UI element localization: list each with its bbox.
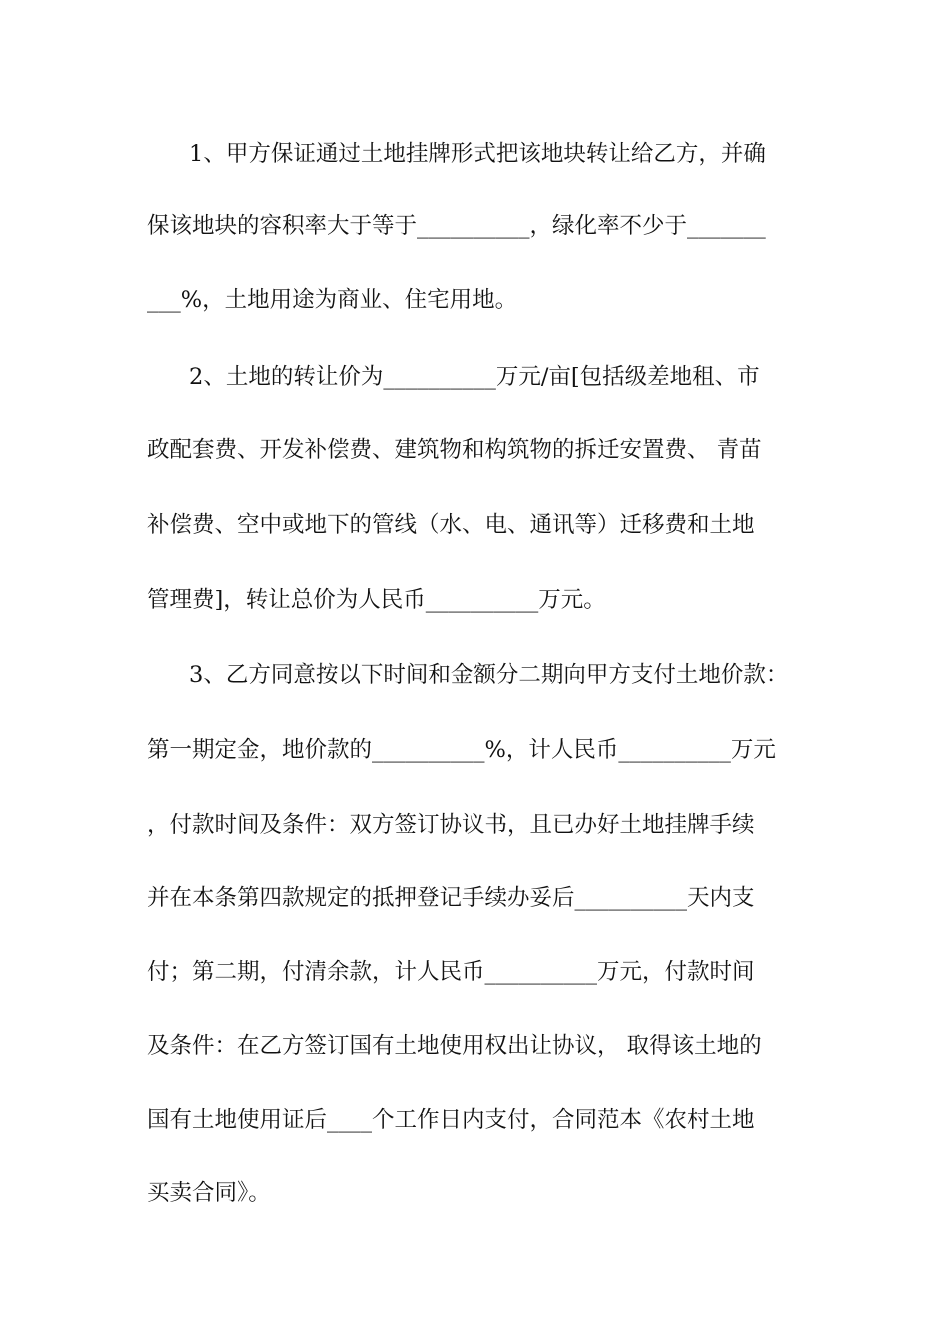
paragraph-3-line-6: 及条件：在乙方签订国有土地使用权出让协议， 取得该土地的: [147, 1033, 762, 1059]
paragraph-3-line-8: 买卖合同》。: [147, 1180, 271, 1206]
paragraph-3-line-4: 并在本条第四款规定的抵押登记手续办妥后__________天内支: [147, 885, 755, 911]
paragraph-3-line-5: 付；第二期，付清余款，计人民币__________万元，付款时间: [147, 959, 755, 985]
paragraph-1-line-1: 1、甲方保证通过土地挂牌形式把该地块转让给乙方，并确: [189, 141, 766, 167]
paragraph-1-line-3: ___%，土地用途为商业、住宅用地。: [147, 287, 518, 313]
paragraph-3-line-7: 国有土地使用证后____个工作日内支付，合同范本《农村土地: [147, 1107, 755, 1133]
paragraph-3-line-2: 第一期定金，地价款的__________%，计人民币__________万元: [147, 737, 776, 763]
paragraph-2-line-2: 政配套费、开发补偿费、建筑物和构筑物的拆迁安置费、 青苗: [147, 437, 762, 463]
paragraph-2-line-1: 2、土地的转让价为__________万元/亩[包括级差地租、市: [189, 364, 760, 390]
paragraph-3-line-1: 3、乙方同意按以下时间和金额分二期向甲方支付土地价款：: [189, 662, 789, 688]
paragraph-3-line-3: ，付款时间及条件：双方签订协议书，且已办好土地挂牌手续: [147, 812, 755, 838]
paragraph-1-line-2: 保该地块的容积率大于等于__________，绿化率不少于_______: [147, 213, 766, 239]
paragraph-2-line-3: 补偿费、空中或地下的管线（水、电、通讯等）迁移费和土地: [147, 512, 755, 538]
paragraph-2-line-4: 管理费]，转让总价为人民币__________万元。: [147, 587, 606, 613]
